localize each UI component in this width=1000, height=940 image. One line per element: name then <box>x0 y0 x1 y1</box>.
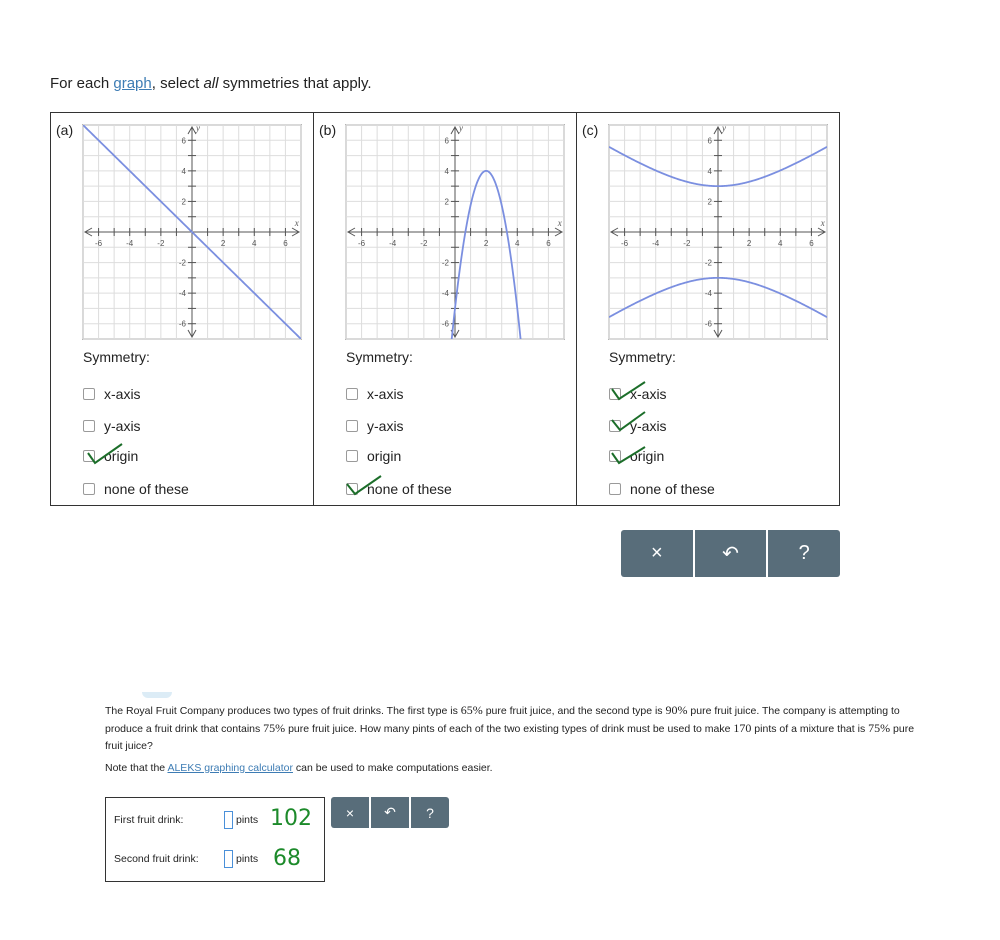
checkbox-origin[interactable] <box>609 450 621 462</box>
y-tick-label: 6 <box>181 136 186 146</box>
option-y-axis[interactable]: y-axis <box>346 418 404 434</box>
x-axis-label: x <box>820 218 825 228</box>
y-tick-label: -4 <box>441 289 449 299</box>
checkbox-x-axis[interactable] <box>83 388 95 400</box>
second-drink-input[interactable] <box>224 850 233 868</box>
option-none[interactable]: none of these <box>346 481 452 497</box>
x-tick-label: -6 <box>358 239 366 248</box>
option-y-axis[interactable]: y-axis <box>609 418 667 434</box>
x-tick-label: -2 <box>420 239 428 248</box>
y-tick-label: 4 <box>444 166 449 176</box>
option-origin[interactable]: origin <box>83 448 138 464</box>
panel-b <box>313 113 576 505</box>
x-tick-label: 4 <box>252 239 257 248</box>
graph-c[interactable] <box>607 123 829 341</box>
checkbox-x-axis[interactable] <box>346 388 358 400</box>
option-y-axis[interactable]: y-axis <box>83 418 141 434</box>
checkbox-origin[interactable] <box>83 450 95 462</box>
checkbox-y-axis[interactable] <box>609 420 621 432</box>
x-tick-label: 4 <box>778 239 783 248</box>
checkbox-none[interactable] <box>83 483 95 495</box>
second-drink-row <box>114 850 258 868</box>
overlay-tab <box>142 692 172 698</box>
y-tick-label: -4 <box>178 289 186 299</box>
x-axis-label: x <box>557 218 562 228</box>
panel-tag: (a) <box>56 122 74 138</box>
graph-a[interactable] <box>81 123 303 341</box>
y-tick-label: 4 <box>181 166 186 176</box>
checkbox-none[interactable] <box>609 483 621 495</box>
x-tick-label: 6 <box>809 239 814 248</box>
option-x-axis[interactable]: x-axis <box>609 386 667 402</box>
graph-link[interactable]: graph <box>113 75 152 92</box>
x-tick-label: -2 <box>157 239 165 248</box>
x-tick-label: 2 <box>483 239 489 248</box>
x-tick-label: -4 <box>652 239 660 248</box>
first-drink-input[interactable] <box>224 811 233 829</box>
problem-text: The Royal Fruit Company produces two types of fruit drinks. The first type is 65% pure fruit juice, and the second type is 90% pure fruit juice. The company is attempting to produce a fruit drink that contains 75% pure fruit juice. How many pints of each of the two existing types of drink must be used to make 170 pints of a mixture that is 75% pure fruit juice? <box>105 703 915 752</box>
first-drink-row <box>114 811 258 829</box>
y-tick-label: 4 <box>707 166 712 176</box>
option-none[interactable]: none of these <box>83 481 189 497</box>
answer-toolbar-small <box>331 797 449 828</box>
help-button[interactable]: ? <box>409 797 449 828</box>
checkbox-origin[interactable] <box>346 450 358 462</box>
panel-a <box>51 113 313 505</box>
second-drink-unit: pints <box>236 853 259 865</box>
x-tick-label: -4 <box>389 239 397 248</box>
symmetry-panels <box>50 112 840 506</box>
second-drink-label: Second fruit drink: <box>114 853 199 865</box>
panel-tag: (c) <box>582 122 599 138</box>
y-axis-label: y <box>722 123 726 134</box>
x-tick-label: -6 <box>621 239 629 248</box>
y-tick-label: -6 <box>704 319 712 329</box>
checkbox-x-axis[interactable] <box>609 388 621 400</box>
instruction-text: For each graph, select all symmetries that apply. <box>50 75 372 92</box>
first-drink-label: First fruit drink: <box>114 814 184 826</box>
symmetry-label: Symmetry: <box>609 349 676 365</box>
y-tick-label: 6 <box>444 136 449 146</box>
option-origin[interactable]: origin <box>346 448 401 464</box>
x-tick-label: 2 <box>746 239 752 248</box>
y-tick-label: -2 <box>704 258 712 268</box>
y-axis-label: y <box>196 123 200 134</box>
y-tick-label: 6 <box>707 136 712 146</box>
y-tick-label: 2 <box>181 197 186 207</box>
option-x-axis[interactable]: x-axis <box>83 386 141 402</box>
checkbox-y-axis[interactable] <box>346 420 358 432</box>
y-tick-label: -6 <box>441 319 449 329</box>
handwritten-answer-second: 68 <box>273 846 301 871</box>
first-drink-unit: pints <box>236 814 259 826</box>
answer-toolbar <box>621 530 840 577</box>
x-tick-label: 4 <box>515 239 520 248</box>
symmetry-label: Symmetry: <box>346 349 413 365</box>
panel-tag: (b) <box>319 122 337 138</box>
handwritten-answer-first: 102 <box>270 806 312 831</box>
x-tick-label: -2 <box>683 239 691 248</box>
option-none[interactable]: none of these <box>609 481 715 497</box>
clear-button[interactable]: × <box>345 804 355 821</box>
y-tick-label: 2 <box>707 197 712 207</box>
option-origin[interactable]: origin <box>609 448 664 464</box>
x-tick-label: -6 <box>95 239 103 248</box>
y-axis-label: y <box>459 123 463 134</box>
graph-b[interactable] <box>344 123 566 341</box>
help-button[interactable]: ? <box>766 530 840 577</box>
y-tick-label: -2 <box>178 258 186 268</box>
symmetry-label: Symmetry: <box>83 349 150 365</box>
y-tick-label: 2 <box>444 197 449 207</box>
y-tick-label: -4 <box>704 289 712 299</box>
undo-button[interactable]: ↶ <box>369 797 409 828</box>
x-tick-label: 6 <box>546 239 551 248</box>
x-tick-label: -4 <box>126 239 134 248</box>
clear-button[interactable]: × <box>650 542 663 564</box>
note-text: Note that the ALEKS graphing calculator can be used to make computations easier. <box>105 762 493 774</box>
checkbox-none[interactable] <box>346 483 358 495</box>
calculator-link[interactable]: ALEKS graphing calculator <box>167 762 293 774</box>
x-tick-label: 6 <box>283 239 288 248</box>
y-tick-label: -2 <box>441 258 449 268</box>
x-axis-label: x <box>294 218 299 228</box>
undo-button[interactable]: ↶ <box>693 530 767 577</box>
x-tick-label: 2 <box>220 239 226 248</box>
y-tick-label: -6 <box>178 319 186 329</box>
checkbox-y-axis[interactable] <box>83 420 95 432</box>
panel-c <box>576 113 839 505</box>
option-x-axis[interactable]: x-axis <box>346 386 404 402</box>
